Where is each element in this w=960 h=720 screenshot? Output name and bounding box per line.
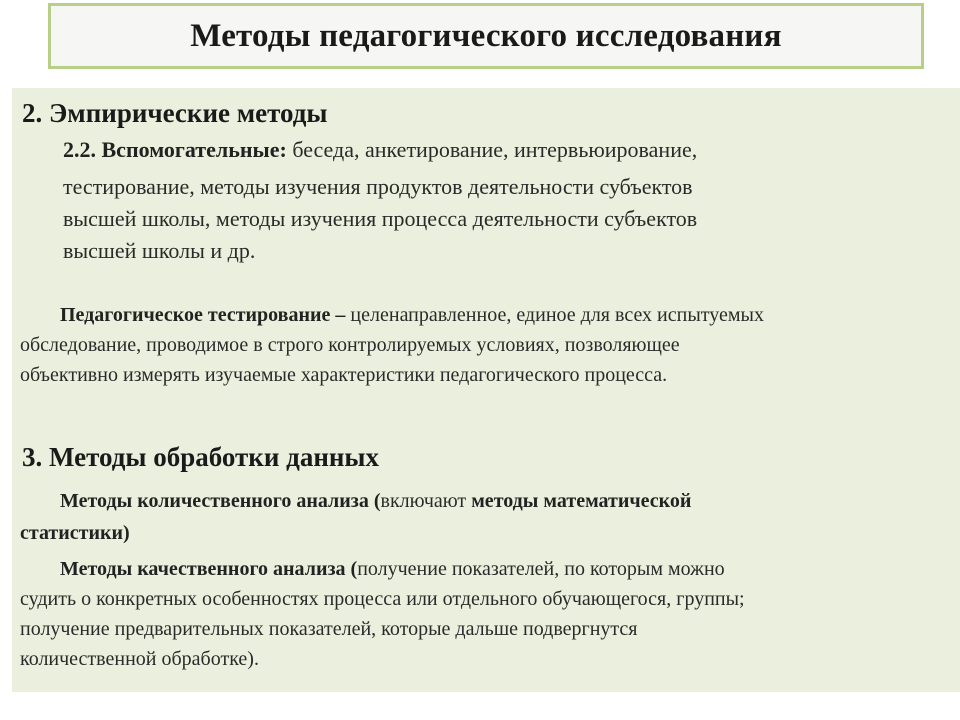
quant-term: Методы количественного анализа ( <box>60 490 381 512</box>
sub-line-2: тестирование, методы изучения продуктов деятельности субъектов <box>63 174 693 199</box>
section3-heading: 3. Методы обработки данных <box>22 442 380 472</box>
qual-line-2: судить о конкретных особенностях процесса или отдельного обучающегося, группы; <box>20 588 745 610</box>
sub-line-1 <box>63 134 697 166</box>
testing-line-2: обследование, проводимое в строго контролируемых условиях, позволяющее <box>20 334 680 356</box>
quant-mid: включают <box>380 490 472 512</box>
sub-line-1-text: беседа, анкетирование, интервьюирование, <box>286 137 698 162</box>
title-box <box>48 3 924 69</box>
sub-line-3: высшей школы, методы изучения процесса деятельности субъектов <box>63 206 698 231</box>
quant-term-2: методы математической <box>471 490 692 512</box>
sub-line-4: высшей школы и др. <box>63 238 256 263</box>
qual-line-4: количественной обработке). <box>20 648 259 670</box>
page-title: Методы педагогического исследования <box>190 17 782 54</box>
qual-term: Методы качественного анализа ( <box>60 558 358 580</box>
testing-line-3: объективно измерять изучаемые характеристики педагогического процесса. <box>20 364 668 386</box>
qual-line-3: получение предварительных показателей, которые дальше подвергнутся <box>20 618 638 640</box>
quant-line-2 <box>20 522 130 545</box>
testing-line-1-text: целенаправленное, единое для всех испытуемых <box>345 304 764 326</box>
content-box <box>12 88 960 692</box>
qual-line-1-text: получение показателей, по которым можно <box>357 558 725 580</box>
quant-line-1 <box>60 490 691 513</box>
qual-line-1 <box>60 558 725 581</box>
section2-heading: 2. Эмпирические методы <box>22 98 328 128</box>
testing-line-1 <box>60 304 764 327</box>
testing-term: Педагогическое тестирование – <box>60 304 346 326</box>
quant-line-2-text: статистики) <box>20 522 130 544</box>
sub-label: 2.2. Вспомогательные: <box>63 137 287 162</box>
